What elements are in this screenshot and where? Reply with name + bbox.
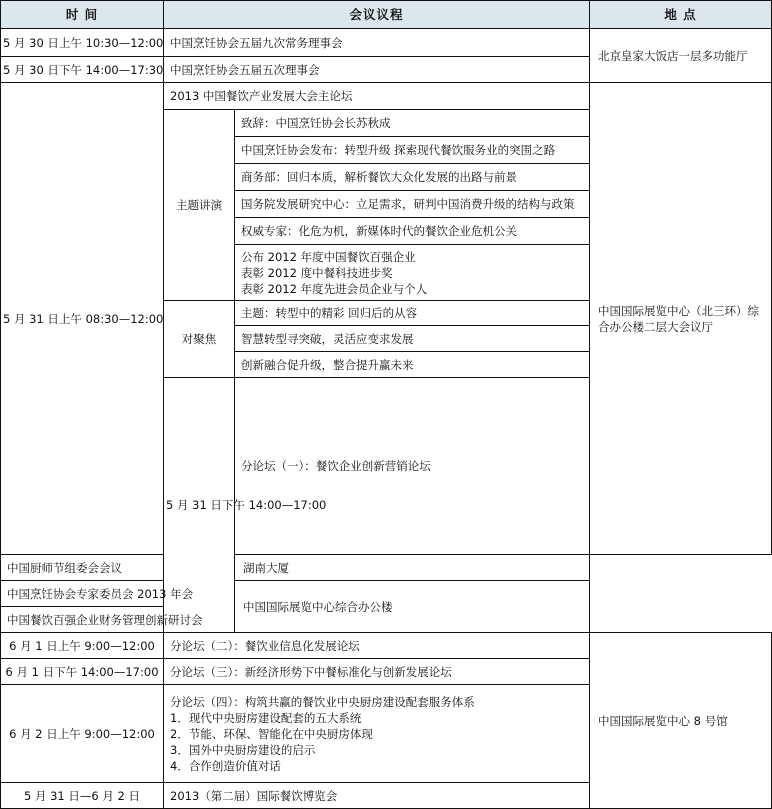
session-cell: 中国餐饮百强企业财务管理创新研讨会 [1,607,235,633]
session-line: 表彰 2012 度中餐科技进步奖 [241,265,393,280]
header-time: 时 间 [1,1,164,29]
category-cell: 主题讲演 [164,110,235,301]
session-line: 公布 2012 年度中国餐饮百强企业 [241,249,416,264]
venue-cell: 中国国际展览中心综合办公楼 [235,581,590,633]
session-cell: 2013（第二届）国际餐饮博览会 [164,783,590,809]
time-cell: 6 月 1 日下午 14:00—17:00 [1,659,164,685]
session-line: 2．节能、环保、智能化在中央厨房体现 [170,726,373,741]
time-cell: 5 月 30 日上午 10:30—12:00 [1,29,164,57]
table-row [1,633,772,659]
session-cell [164,685,590,783]
table-row [1,581,772,607]
session-cell: 中国烹饪协会专家委员会 2013 年会 [1,581,235,607]
time-cell: 5 月 31 日上午 08:30—12:00 [1,83,164,555]
time-cell: 6 月 2 日上午 9:00—12:00 [1,685,164,783]
session-cell: 创新融合促升级，整合提升赢未来 [235,352,590,378]
venue-cell: 北京皇家大饭店一层多功能厅 [590,29,772,83]
session-cell: 商务部：回归本质，解析餐饮大众化发展的出路与前景 [235,164,590,191]
session-line: 4．合作创造价值对话 [170,758,281,773]
session-cell: 主题：转型中的精彩 回归后的从容 [235,301,590,326]
table-row [1,83,772,110]
session-cell: 中国烹饪协会五届五次理事会 [164,57,590,83]
session-cell: 中国烹饪协会五届九次常务理事会 [164,29,590,57]
session-line: 分论坛（四）：构筑共赢的餐饮业中央厨房建设配套服务体系 [170,694,475,709]
session-cell: 致辞：中国烹饪协会长苏秋成 [235,110,590,137]
session-cell: 分论坛（一）：餐饮企业创新营销论坛 [235,378,772,555]
time-cell: 5 月 31 日下午 14:00—17:00 [164,378,235,633]
session-cell: 中国厨师节组委会会议 [1,555,235,581]
header-row [1,1,772,29]
header-agenda: 会议议程 [164,1,590,29]
session-cell: 权威专家：化危为机，新媒体时代的餐饮企业危机公关 [235,218,590,245]
header-venue: 地 点 [590,1,772,29]
session-cell: 国务院发展研究中心：立足需求，研判中国消费升级的结构与政策 [235,191,590,218]
table-row [1,555,772,581]
category-cell: 对聚焦 [164,301,235,378]
session-cell: 智慧转型寻突破，灵活应变求发展 [235,326,590,352]
session-line: 1．现代中央厨房建设配套的五大系统 [170,710,362,725]
session-cell: 2013 中国餐饮产业发展大会主论坛 [164,83,590,110]
venue-cell: 湖南大厦 [235,555,590,581]
session-cell: 分论坛（二）：餐饮业信息化发展论坛 [164,633,590,659]
time-cell: 5 月 30 日下午 14:00—17:30 [1,57,164,83]
venue-cell: 中国国际展览中心（北三环）综合办公楼二层大会议厅 [590,83,772,555]
time-cell: 6 月 1 日上午 9:00—12:00 [1,633,164,659]
table-row [1,29,772,57]
session-line: 表彰 2012 年度先进会员企业与个人 [241,281,428,296]
venue-cell: 中国国际展览中心 8 号馆 [590,633,772,809]
session-cell [235,245,590,301]
session-cell: 中国烹饪协会发布：转型升级 探索现代餐饮服务业的突围之路 [235,137,590,164]
session-line: 3．国外中央厨房建设的启示 [170,742,316,757]
time-cell: 5 月 31 日—6 月 2 日 [1,783,164,809]
session-cell: 分论坛（三）：新经济形势下中餐标准化与创新发展论坛 [164,659,590,685]
